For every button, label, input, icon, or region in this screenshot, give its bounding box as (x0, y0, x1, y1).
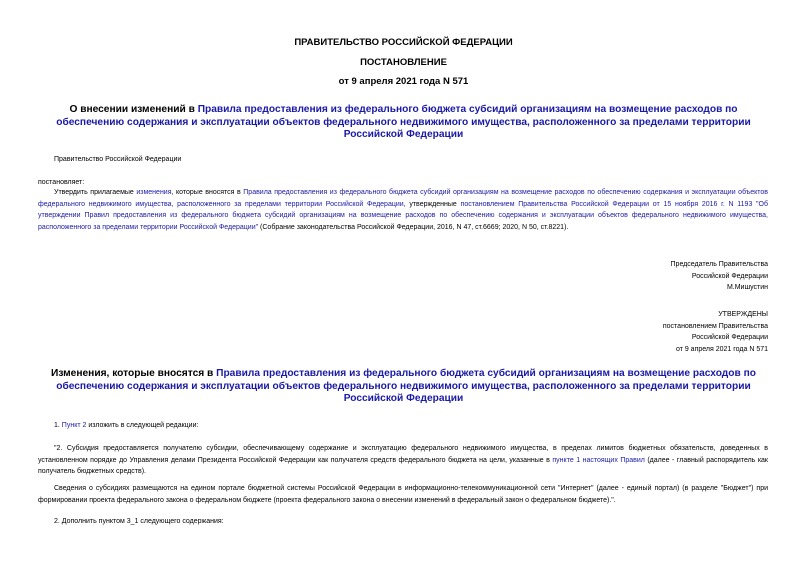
resolves-label: постановляет: (38, 179, 85, 186)
changes-link[interactable]: изменения (136, 189, 172, 196)
document-date: от 9 апреля 2021 года N 571 (338, 76, 469, 87)
paragraph-text: Утвердить прилагаемые (54, 189, 137, 196)
clause-2-link[interactable]: Пункт 2 (61, 422, 87, 429)
signature-organization: Российской Федерации (691, 272, 768, 280)
approval-line: Российской Федерации (691, 334, 768, 341)
quote-text: "2. Субсидия предоставляется получателю субсидии, обеспечивающему содержание и эксплуатацию федерального недвижимого имущества, в пределах лимитов бюджетных обязательств, доведенных в установленном порядке до Управления делами Президента Российской Федерации как получателя средств федерального бюджета на цели, указанные в (38, 445, 768, 464)
signature-block (468, 259, 768, 294)
item-number: 1. (54, 422, 62, 429)
approval-label: УТВЕРЖДЕНЫ (718, 311, 768, 318)
quoted-clause-2 (38, 443, 768, 478)
item-text: изложить в следующей редакции: (86, 422, 199, 429)
portal-info-paragraph: Сведения о субсидиях размещаются на едином портале бюджетной системы Российской Федерации в информационно-телекоммуникационной сети "Интернет" (далее - единый портал) (в разделе "Бюджет") при формировании проекта федерального закона о федеральном бюджете (проекта федерального закона о внесении изменений в федеральный закон о федеральном бюджете).". (38, 485, 768, 504)
change-item-2: 2. Дополнить пунктом 3_1 следующего содержания: (54, 518, 224, 525)
quote-text: (далее - главный распорядитель как получатель бюджетных средств). (38, 456, 768, 475)
changes-title-prefix: Изменения, которые вносятся в (51, 368, 217, 379)
changes-title (40, 368, 767, 406)
approval-date: от 9 апреля 2021 года N 571 (675, 345, 768, 353)
issuer-heading: ПРАВИТЕЛЬСТВО РОССИЙСКОЙ ФЕДЕРАЦИИ (294, 37, 513, 48)
signature-name: М.Мишустин (726, 284, 768, 291)
approval-line: постановлением Правительства (662, 322, 768, 330)
decree-1193-link[interactable]: постановлением Правительства Российской Федерации от 15 ноября 2016 г. N 1193 "Об утверждении Правил предоставления из федерального бюджета субсидий организациям на возмещение расходов по обеспечению содержания и эксплуатации объектов федерального недвижимого имущества, расположенного за пределами территории Российской Федерации" (38, 200, 768, 231)
paragraph-text: , которые вносятся в (171, 189, 244, 196)
clause-1-link[interactable]: пункте 1 настоящих Правил (552, 456, 645, 464)
approval-block (468, 309, 768, 355)
document-title-prefix: О внесении изменений в (69, 104, 198, 115)
resolution-paragraph (38, 187, 768, 233)
rules-link-inline[interactable]: Правила предоставления из федерального бюджета субсидий организациям на возмещение расходов по обеспечению содержания и эксплуатации объектов федерального недвижимого имущества, расположенного за пределами территории Российской Федерации (38, 189, 768, 208)
rules-link-changes[interactable]: Правила предоставления из федерального бюджета субсидий организациям на возмещение расходов по обеспечению содержания и эксплуатации объектов федерального недвижимого имущества, расположенного за пределами территории Российской Федерации (56, 368, 756, 404)
signature-position: Председатель Правительства (670, 261, 768, 268)
change-item-1 (54, 420, 198, 432)
rules-link[interactable]: Правила предоставления из федерального бюджета субсидий организациям на возмещение расходов по обеспечению содержания и эксплуатации объектов федерального недвижимого имущества, расположенного за пределами территории Российской Федерации (56, 104, 751, 140)
paragraph-text: , утвержденные (403, 200, 461, 208)
document-title (40, 104, 767, 142)
document-type: ПОСТАНОВЛЕНИЕ (360, 57, 447, 68)
government-label: Правительство Российской Федерации (54, 156, 182, 163)
paragraph-text: (Собрание законодательства Российской Федерации, 2016, N 47, ст.6669; 2020, N 50, ст.8221). (258, 223, 569, 231)
